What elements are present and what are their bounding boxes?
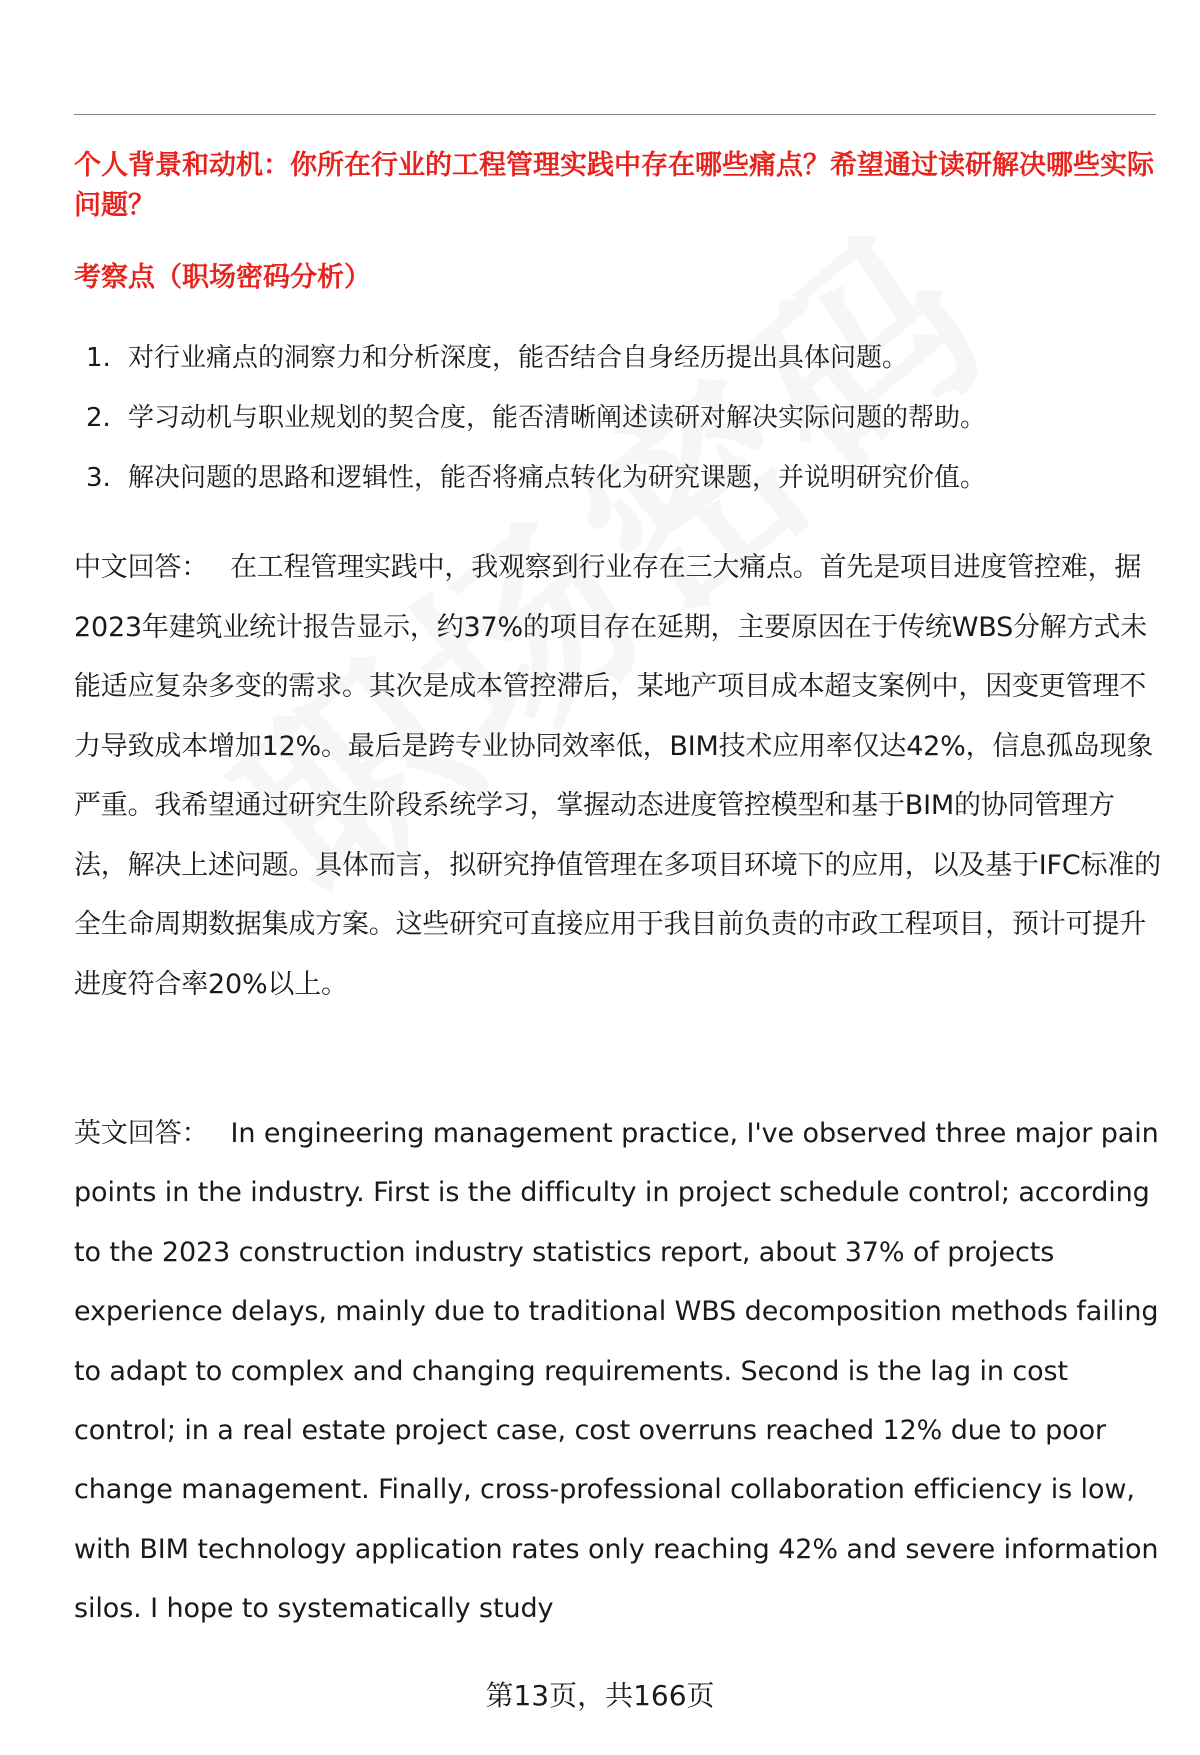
list-item-text: 学习动机与职业规划的契合度，能否清晰阐述读研对解决实际问题的帮助。 [128, 403, 987, 433]
chinese-answer [74, 538, 1164, 1014]
page-number: 第13页，共166页 [485, 1679, 715, 1712]
list-item [74, 458, 1164, 498]
chinese-answer-label: 中文回答： [74, 552, 208, 583]
chinese-answer-text: 在工程管理实践中，我观察到行业存在三大痛点。首先是项目进度管控难，据2023年建筑业统计报告显示，约37%的项目存在延期，主要原因在于传统WBS分解方式未能适应复杂多变的需求。其次是成本管控滞后，某地产项目成本超支案例中，因变更管理不力导致成本增加12%。最后是跨专业协同效率低，BIM技术应用率仅达42%，信息孤岛现象严重。我希望通过研究生阶段系统学习，掌握动态进度管控模型和基于BIM的协同管理方法，解决上述问题。具体而言，拟研究挣值管理在多项目环境下的应用，以及基于IFC标准的全生命周期数据集成方案。这些研究可直接应用于我目前负责的市政工程项目，预计可提升进度符合率20%以上。 [74, 552, 1161, 1000]
list-item-number: 3. [86, 463, 111, 493]
list-item [74, 338, 1164, 378]
list-item-number: 2. [86, 403, 111, 433]
list-item [74, 398, 1164, 438]
list-item-text: 对行业痛点的洞察力和分析深度，能否结合自身经历提出具体问题。 [128, 343, 909, 373]
section-title: 考察点（职场密码分析） [74, 262, 371, 293]
list-item-number: 1. [86, 343, 111, 373]
top-divider [74, 114, 1156, 115]
english-answer-text: In engineering management practice, I've observed three major pain points in the industry. First is the difficulty in project schedule control; according to the 2023 construction industry statistics report, about 37% of projects experience delays, mainly due to traditional WBS decomposition methods failing to adapt to complex and changing requirements. Second is the lag in cost control; in a real estate project case, cost overruns reached 12% due to poor change management. Finally, cross-professional collaboration efficiency is low, with BIM technology application rates only reaching 42% and severe information silos. I hope to systematically study [74, 1118, 1159, 1625]
english-answer-label: 英文回答： [74, 1118, 209, 1149]
english-answer [74, 1104, 1164, 1639]
assessment-points-list [74, 338, 1164, 518]
list-item-text: 解决问题的思路和逻辑性，能否将痛点转化为研究课题，并说明研究价值。 [128, 463, 987, 493]
question-heading: 个人背景和动机：你所在行业的工程管理实践中存在哪些痛点？希望通过读研解决哪些实际问题？ [74, 150, 1154, 221]
